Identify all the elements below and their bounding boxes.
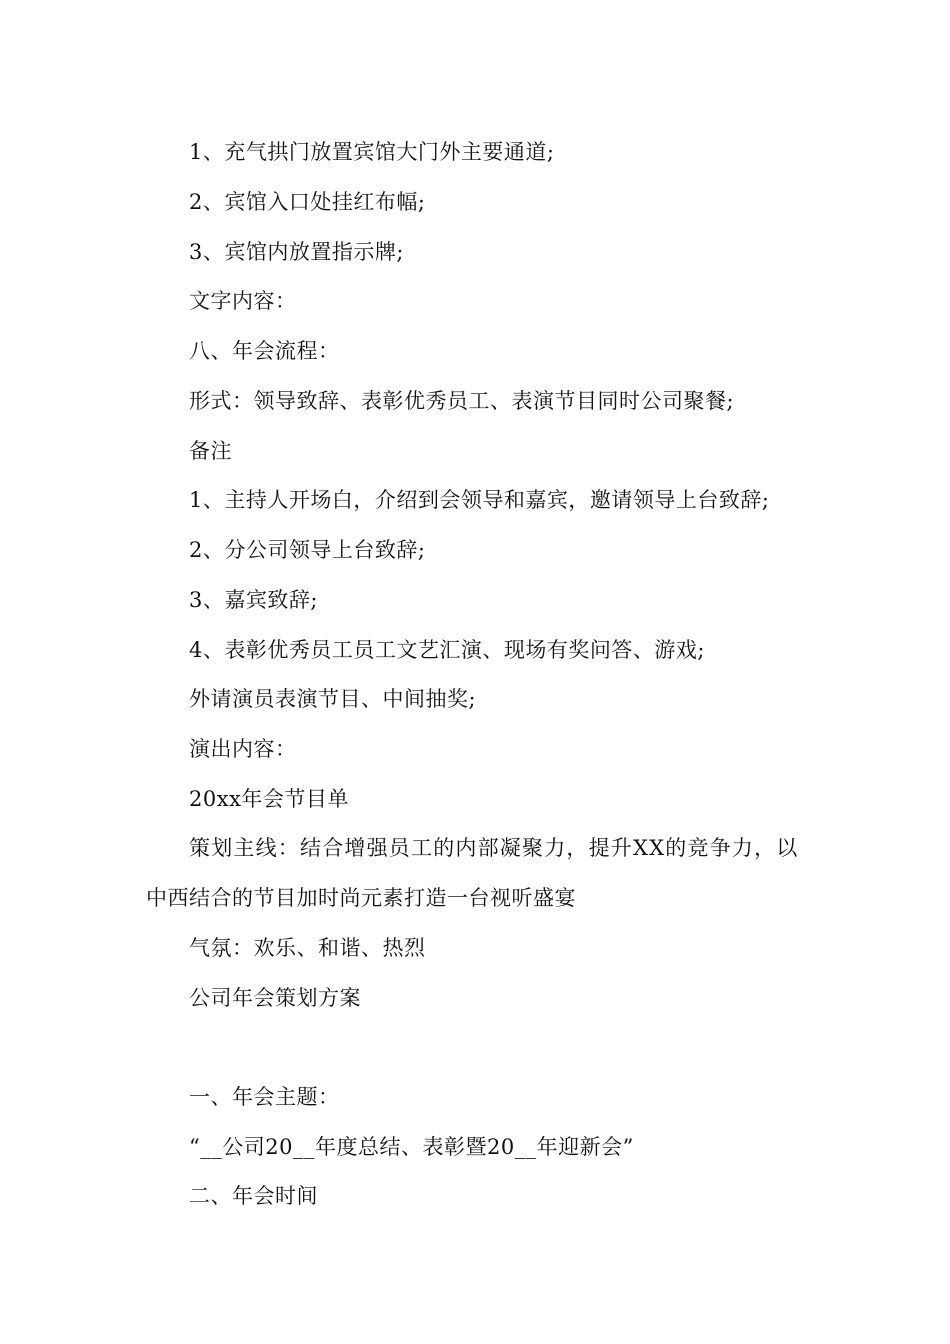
flow-item-1: 1、主持人开场白，介绍到会领导和嘉宾，邀请领导上台致辞; <box>189 488 770 512</box>
section-heading-2: 二、年会时间 <box>189 1184 318 1208</box>
paragraph-theme-title: “__公司20__年度总结、表彰暨20__年迎新会” <box>189 1135 634 1159</box>
paragraph-format: 形式：领导致辞、表彰优秀员工、表演节目同时公司聚餐; <box>189 389 735 413</box>
paragraph-program-list: 20xx年会节目单 <box>189 787 349 811</box>
paragraph-item-1: 1、充气拱门放置宾馆大门外主要通道; <box>189 140 555 164</box>
paragraph-main-theme-continued: 中西结合的节目加时尚元素打造一台视听盛宴 <box>146 886 576 910</box>
flow-item-4: 4、表彰优秀员工员工文艺汇演、现场有奖问答、游戏; <box>189 638 705 662</box>
paragraph-external-performers: 外请演员表演节目、中间抽奖; <box>189 687 477 711</box>
document-title: 公司年会策划方案 <box>189 986 361 1010</box>
section-heading-1: 一、年会主题： <box>189 1085 340 1109</box>
flow-item-3: 3、嘉宾致辞; <box>189 588 318 612</box>
flow-item-2: 2、分公司领导上台致辞; <box>189 538 426 562</box>
paragraph-item-3: 3、宾馆内放置指示牌; <box>189 240 404 264</box>
paragraph-note: 备注 <box>189 439 232 463</box>
paragraph-item-2: 2、宾馆入口处挂红布幅; <box>189 190 426 214</box>
paragraph-main-theme: 策划主线：结合增强员工的内部凝聚力，提升XX的竞争力，以 <box>189 836 799 860</box>
paragraph-performance-content: 演出内容： <box>189 737 297 761</box>
section-heading-8: 八、年会流程： <box>189 339 340 363</box>
paragraph-atmosphere: 气氛：欢乐、和谐、热烈 <box>189 936 426 960</box>
paragraph-text-content: 文字内容： <box>189 289 297 313</box>
